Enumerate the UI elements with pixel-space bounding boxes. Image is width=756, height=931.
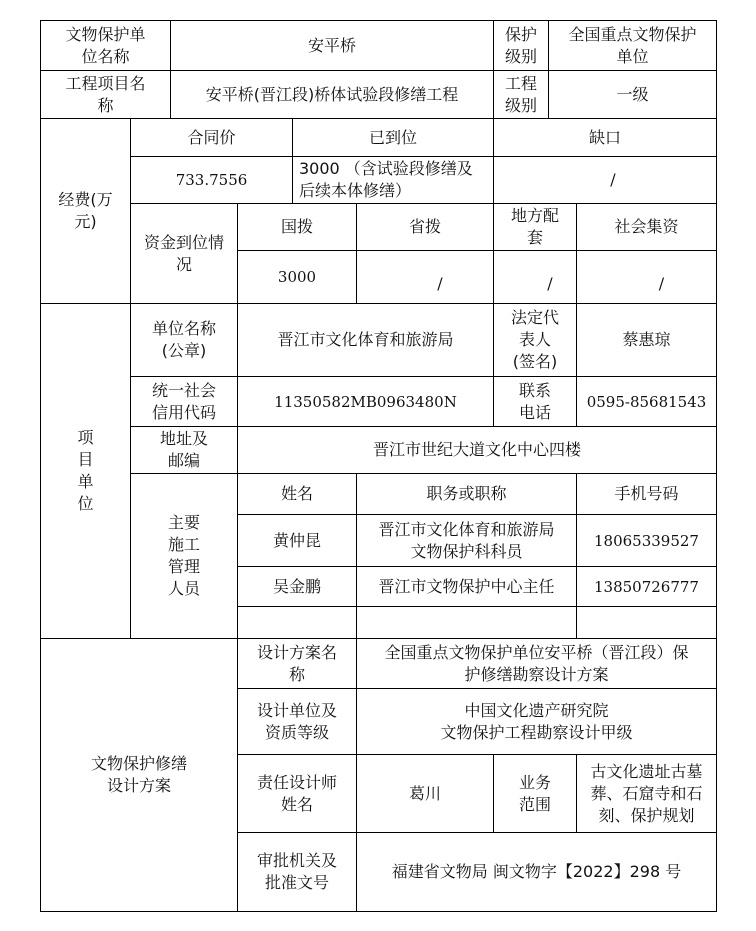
unit-name-label: 文物保护单 位名称	[65, 24, 146, 66]
local-fund-value: /	[547, 274, 553, 293]
manager-name: 吴金鹏	[272, 576, 321, 596]
protect-level-value: 全国重点文物保护 单位	[568, 24, 697, 66]
designer-value: 葛川	[408, 783, 441, 803]
contract-price-header: 合同价	[187, 127, 236, 147]
legal-rep-value: 蔡惠琼	[622, 330, 671, 349]
grid-line	[40, 911, 717, 912]
designer-label: 责任设计师 姓名	[256, 772, 337, 814]
scope-value: 古文化遗址古墓 葬、石窟寺和石 刻、保护规划	[590, 761, 703, 825]
manager-phone: 13850726777	[594, 577, 699, 596]
manager-name	[238, 607, 356, 638]
funds-label: 经费(万 元)	[58, 190, 113, 231]
org-name-label: 单位名称 (公章)	[151, 319, 216, 360]
approval-label: 审批机关及 批准文号	[256, 851, 337, 892]
gap-value: /	[610, 170, 616, 189]
national-fund-value: 3000	[277, 268, 317, 286]
col-name-header: 姓名	[280, 484, 313, 503]
contact-phone-label: 联系 电话	[518, 380, 551, 422]
grid-line	[716, 20, 717, 912]
approval-value: 福建省文物局 闽文物字【2022】298 号	[391, 862, 682, 881]
social-fund-value: /	[658, 274, 665, 293]
col-phone-header: 手机号码	[614, 484, 679, 503]
project-name-value: 安平桥(晋江段)桥体试验段修缮工程	[205, 84, 459, 104]
managers-label: 主要 施工 管理 人员	[167, 513, 200, 598]
address-value: 晋江市世纪大道文化中心四楼	[372, 440, 581, 459]
project-level-label: 工程 级别	[504, 73, 537, 115]
social-fund-header: 社会集资	[614, 217, 679, 236]
plan-name-value: 全国重点文物保护单位安平桥（晋江段）保 护修缮勘察设计方案	[384, 642, 689, 684]
design-unit-label: 设计单位及 资质等级	[256, 700, 337, 742]
project-name-label: 工程项目名 称	[65, 73, 146, 115]
contract-price-value: 733.7556	[175, 171, 248, 189]
project-level-value: 一级	[616, 84, 649, 104]
org-name-value: 晋江市文化体育和旅游局	[277, 330, 454, 349]
col-title-header: 职务或职称	[426, 484, 507, 503]
design-plan-label: 文物保护修缮 设计方案	[90, 754, 187, 795]
received-value: 3000 （含试验段修缮及 后续本体修缮）	[299, 159, 473, 200]
legal-rep-label: 法定代 表人 (签名)	[510, 308, 559, 371]
credit-code-label: 统一社会 信用代码	[151, 380, 216, 422]
manager-phone	[577, 607, 716, 638]
contact-phone-value: 0595-85681543	[586, 392, 707, 411]
manager-title: 晋江市文物保护中心主任	[378, 576, 555, 596]
unit-name-value: 安平桥	[307, 35, 356, 55]
national-fund-header: 国拨	[280, 217, 313, 236]
scope-label: 业务 范围	[518, 772, 551, 814]
project-unit-label: 项 目 单 位	[77, 428, 94, 513]
fund-source-label: 资金到位情 况	[143, 232, 224, 274]
local-fund-header: 地方配 套	[510, 206, 559, 247]
provincial-fund-header: 省拨	[408, 217, 441, 236]
plan-name-label: 设计方案名 称	[256, 642, 337, 684]
manager-title	[357, 607, 576, 638]
manager-title: 晋江市文化体育和旅游局 文物保护科科员	[378, 519, 555, 561]
provincial-fund-value: /	[437, 274, 443, 293]
credit-code-value: 11350582MB0963480N	[274, 392, 457, 411]
gap-header: 缺口	[588, 127, 621, 147]
design-unit-value: 中国文化遗产研究院 文物保护工程勘察设计甲级	[440, 700, 633, 742]
address-label: 地址及 邮编	[159, 429, 208, 470]
manager-name: 黄仲昆	[272, 530, 321, 550]
protect-level-label: 保护 级别	[504, 24, 537, 66]
manager-phone: 18065339527	[594, 531, 699, 550]
received-header: 已到位	[368, 127, 417, 147]
